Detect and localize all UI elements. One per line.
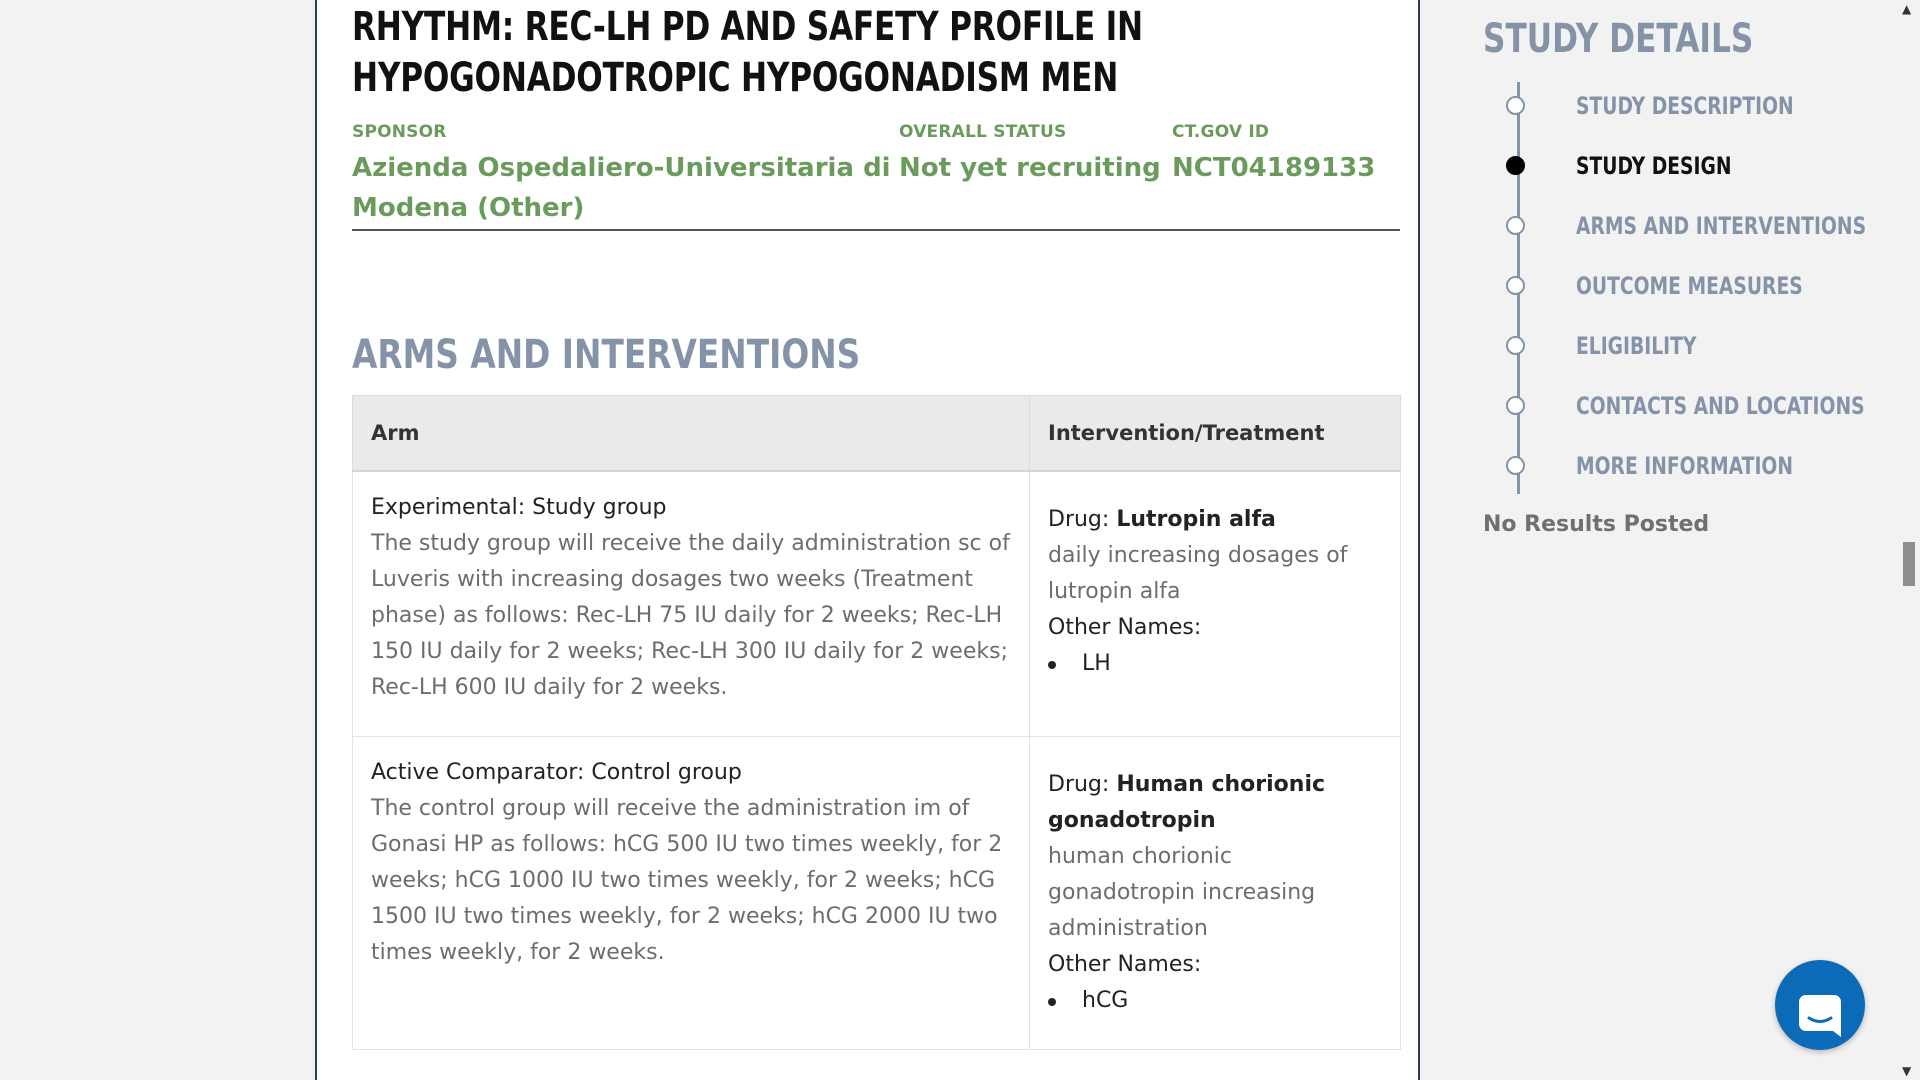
status-block <box>899 122 1161 188</box>
arms-table <box>352 395 1401 1050</box>
ctgov-block <box>1172 122 1375 188</box>
sponsor-block <box>352 122 891 228</box>
arms-section-heading: ARMS AND INTERVENTIONS <box>352 332 861 378</box>
arm-label: Active Comparator: Control group <box>371 760 742 785</box>
study-details-sidebar <box>1470 0 1890 1080</box>
intervention-cell <box>1030 471 1401 737</box>
table-header-row <box>353 396 1401 472</box>
other-names-list <box>1048 646 1382 682</box>
list-item: hCG <box>1064 983 1382 1019</box>
nav-dot-icon <box>1506 456 1525 475</box>
arm-cell <box>353 737 1030 1050</box>
arm-label: Experimental: Study group <box>371 495 667 520</box>
intervention-cell <box>1030 737 1401 1050</box>
study-main-panel <box>315 0 1420 1080</box>
meta-divider <box>352 229 1400 231</box>
nav-label: STUDY DESIGN <box>1576 152 1732 180</box>
arm-description: The control group will receive the administration im of Gonasi HP as follows: hCG 500 IU two times weekly, for 2 weeks; hCG 1000 IU two times weekly, for 2 weeks; hCG 1500 IU two times weekly, for 2 weeks; hCG 2000 IU two times weekly, for 2 weeks. <box>371 796 1003 965</box>
other-names-label: Other Names: <box>1048 615 1202 640</box>
status-value: Not yet recruiting <box>899 153 1161 183</box>
nav-label: ELIGIBILITY <box>1576 332 1697 360</box>
chat-launcher-button[interactable] <box>1775 960 1865 1050</box>
nav-label: CONTACTS AND LOCATIONS <box>1576 392 1865 420</box>
table-row <box>353 471 1401 737</box>
list-item: LH <box>1064 646 1382 682</box>
drug-description: daily increasing dosages of lutropin alfa <box>1048 543 1348 604</box>
sponsor-line-2: Modena (Other) <box>352 193 585 223</box>
no-results-note: No Results Posted <box>1483 512 1710 537</box>
column-header-intervention: Intervention/Treatment <box>1030 396 1401 472</box>
study-title <box>352 2 1171 104</box>
nav-label: ARMS AND INTERVENTIONS <box>1576 212 1867 240</box>
status-label: OVERALL STATUS <box>899 122 1067 142</box>
nav-label: MORE INFORMATION <box>1576 452 1793 480</box>
nav-dot-icon <box>1506 276 1525 295</box>
drug-name: Lutropin alfa <box>1116 507 1276 532</box>
drug-line <box>1048 767 1382 839</box>
arm-cell <box>353 471 1030 737</box>
nav-label: OUTCOME MEASURES <box>1576 272 1803 300</box>
other-names-label: Other Names: <box>1048 952 1202 977</box>
drug-description: human chorionic gonadotropin increasing administration <box>1048 844 1316 941</box>
ctgov-value: NCT04189133 <box>1172 153 1376 183</box>
study-title-line-1: RHYTHM: REC-LH PD AND SAFETY PROFILE IN <box>352 4 1143 50</box>
table-row <box>353 737 1401 1050</box>
nav-dot-icon <box>1506 216 1525 235</box>
sponsor-label: SPONSOR <box>352 122 447 142</box>
scroll-up-arrow-icon[interactable]: ▲ <box>1902 2 1912 16</box>
chat-bubble-icon <box>1797 993 1843 1039</box>
scrollbar-thumb[interactable] <box>1903 542 1915 586</box>
drug-line <box>1048 502 1382 538</box>
nav-dot-icon <box>1506 396 1525 415</box>
scroll-down-arrow-icon[interactable]: ▼ <box>1902 1064 1912 1078</box>
sponsor-line-1: Azienda Ospedaliero-Universitaria di <box>352 153 891 183</box>
drug-prefix: Drug: <box>1048 507 1117 532</box>
sidebar-title: STUDY DETAILS <box>1483 16 1754 62</box>
ctgov-label: CT.GOV ID <box>1172 122 1270 142</box>
nav-dot-icon <box>1506 336 1525 355</box>
drug-name: Human chorionic gonadotropin <box>1048 772 1326 833</box>
study-title-line-2: HYPOGONADOTROPIC HYPOGONADISM MEN <box>352 55 1119 101</box>
sponsor-value <box>352 148 891 228</box>
other-names-list <box>1048 983 1382 1019</box>
drug-prefix: Drug: <box>1048 772 1117 797</box>
column-header-arm: Arm <box>353 396 1030 472</box>
arm-description: The study group will receive the daily administration sc of Luveris with increasing dosages two weeks (Treatment phase) as follows: Rec-LH 75 IU daily for 2 weeks; Rec-LH 150 IU daily for 2 weeks; Rec-LH 300 IU daily for 2 weeks; Rec-LH 600 IU daily for 2 weeks. <box>371 531 1010 700</box>
page-scrollbar[interactable] <box>1898 0 1920 1080</box>
nav-label: STUDY DESCRIPTION <box>1576 92 1794 120</box>
nav-dot-icon <box>1506 96 1525 115</box>
nav-dot-active-icon <box>1506 156 1525 175</box>
